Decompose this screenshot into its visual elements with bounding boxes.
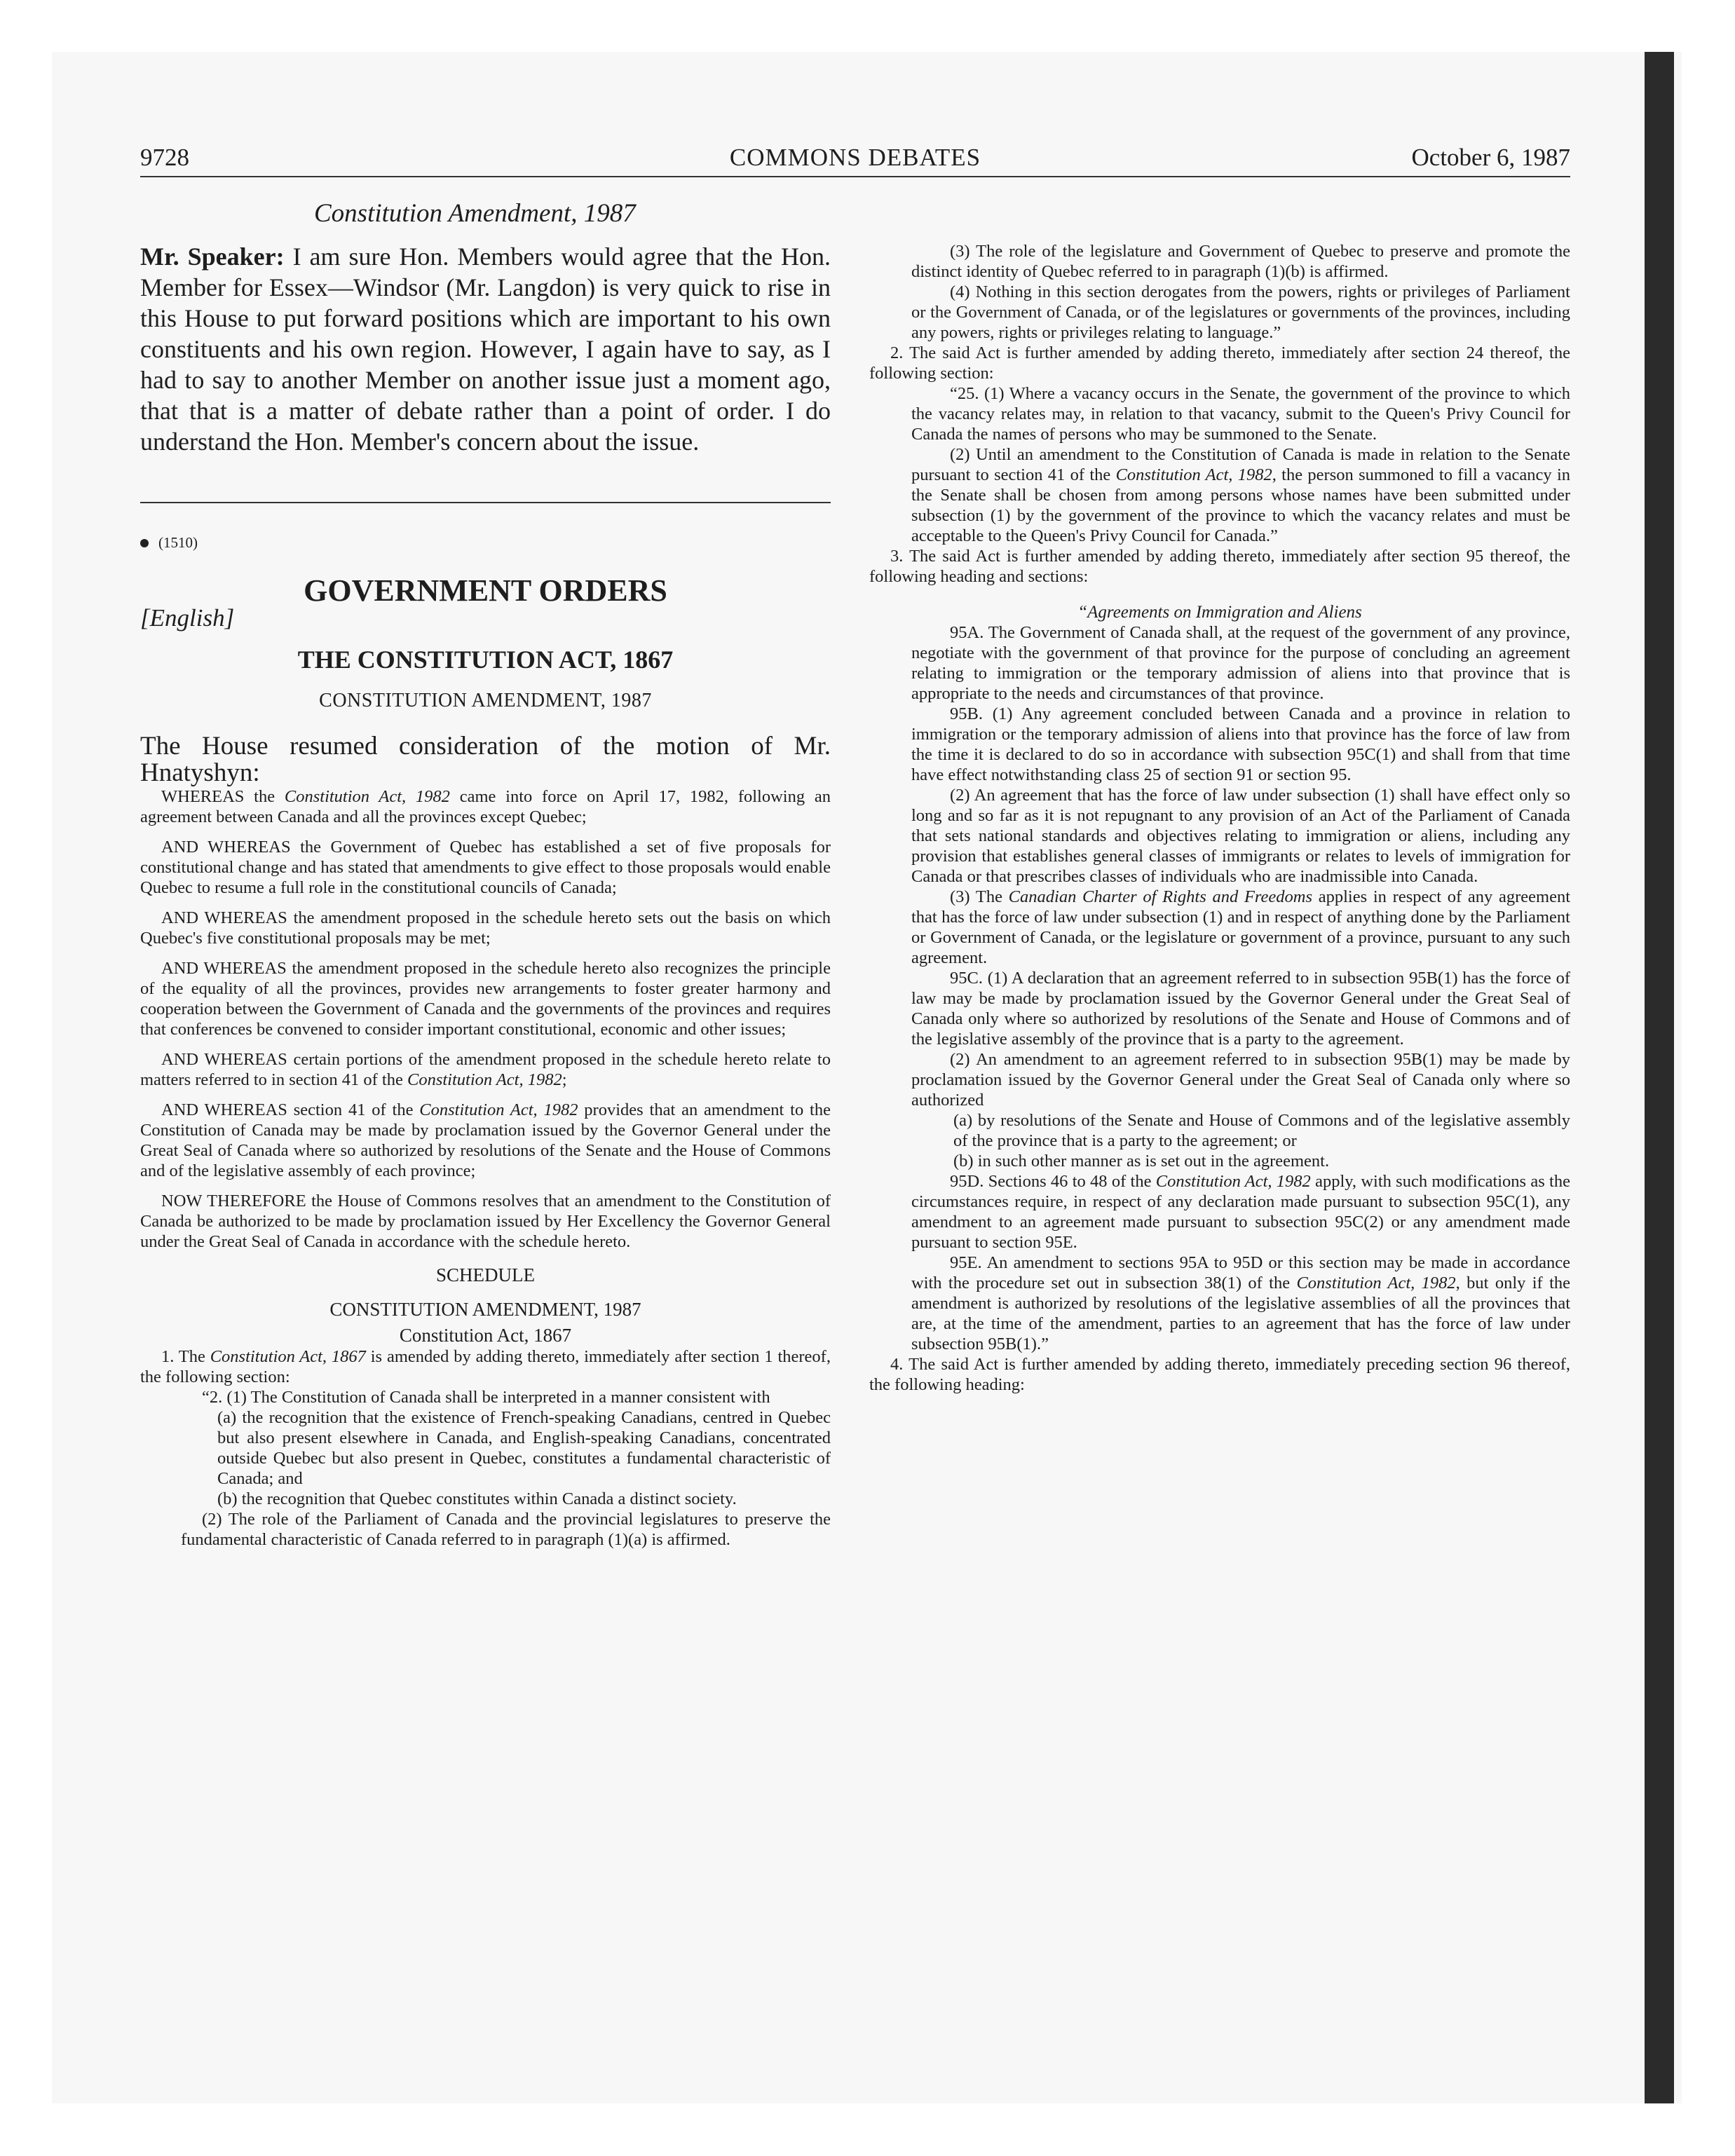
section-95d: 95D. Sections 46 to 48 of the Constitution Act, 1982 apply, with such modifications as the circumstances require, in respect of any declaration made pursuant to subsection 95C(1), any amendment to an agreement made pursuant to subsection 95C(2) or any amendment made pursuant to section 95E. [911,1172,1570,1252]
language-marker: [English] [140,604,235,632]
right-column [869,193,1570,1395]
section-25-1: “25. (1) Where a vacancy occurs in the Senate, the government of the province to which the vacancy relates may, in relation to that vacancy, submit to the Queen's Privy Council for Canada the names of persons who may be summoned to the Senate. [911,384,1570,444]
schedule-act: Constitution Act, 1867 [399,1325,572,1346]
subsection-3: (3) The role of the legislature and Government of Quebec to preserve and promote the distinct identity of Quebec referred to in paragraph (1)(b) is affirmed. [911,242,1570,281]
section-95b-3: (3) The Canadian Charter of Rights and Freedoms applies in respect of any agreement that has the force of law under subsection (1) and in respect of anything done by the Parliament or Government of Canada, or the legislature or government of a province, pursuant to any such agreement. [911,887,1571,967]
schedule-subheading: CONSTITUTION AMENDMENT, 1987 [329,1299,641,1320]
header-rule [140,176,1570,177]
page-header [140,144,1570,179]
whereas-2: AND WHEREAS the Government of Quebec has established a set of five proposals for constitutional change and has stated that amendments to give effect to those proposals would enable Quebec to resume a full role in the constitutional councils of Canada; [140,838,831,897]
publication-title: COMMONS DEBATES [729,144,981,171]
schedule-section-2: “2. (1) The Constitution of Canada shall be interpreted in a manner consistent with [202,1388,770,1407]
act-title: THE CONSTITUTION ACT, 1867 [297,646,674,674]
page-number: 9728 [140,144,189,171]
schedule-section-2-2: (2) The role of the Parliament of Canada and the provincial legislatures to preserve the fundamental characteristic of Canada referred to in paragraph (1)(a) is affirmed. [181,1510,831,1549]
amendment-2: 2. The said Act is further amended by adding thereto, immediately after section 24 thereof, the following section: [869,343,1570,383]
speaker-remarks [140,241,831,457]
whereas-3: AND WHEREAS the amendment proposed in the schedule hereto sets out the basis on which Quebec's five constitutional proposals may be met; [140,908,831,948]
section-95a: 95A. The Government of Canada shall, at the request of the government of any province, negotiate with the government of that province for the purpose of concluding an agreement relating to immigration or the temporary admission of aliens into that province that is appropriate to the needs and circumstances of that province. [911,623,1570,703]
amendment-3: 3. The said Act is further amended by adding thereto, immediately after section 95 thereof, the following heading and sections: [869,547,1570,586]
bullet-icon [140,539,149,547]
immigration-heading: “Agreements on Immigration and Aliens [1077,603,1362,622]
section-95e: 95E. An amendment to sections 95A to 95D or this section may be made in accordance with the procedure set out in subsection 38(1) of the Constitution Act, 1982, but only if the amendment is authorized by resolutions of the legislative assemblies of all the provinces that are, at the time of the amendment, parties to an agreement that has the force of law under subsection 95B(1).” [911,1253,1570,1353]
motion-text [140,786,831,1252]
amendment-title: CONSTITUTION AMENDMENT, 1987 [319,690,652,711]
section-95c-2a: (a) by resolutions of the Senate and House of Commons and of the legislative assembly of the province that is a party to the agreement; or [953,1111,1570,1150]
timestamp [140,534,831,552]
speaker-name: Mr. Speaker: [140,243,285,271]
resumed-statement: The House resumed consideration of the motion of Mr. Hnatyshyn: [140,732,831,787]
schedule-text [140,1346,831,1550]
schedule-section-2b: (b) the recognition that Quebec constitutes within Canada a distinct society. [217,1489,737,1508]
schedule-section-1: 1. The Constitution Act, 1867 is amended by adding thereto, immediately after section 1 thereof, the following section: [140,1347,831,1386]
resolution: NOW THEREFORE the House of Commons resolves that an amendment to the Constitution of Canada be authorized to be made by proclamation issued by Her Excellency the Governor General under the Great Seal of Canada in accordance with the schedule hereto. [140,1192,831,1251]
section-25-2: (2) Until an amendment to the Constitution of Canada is made in relation to the Senate pursuant to section 41 of the Constitution Act, 1982, the person summoned to fill a vacancy in the Senate shall be chosen from among persons whose names have been submitted under subsection (1) by the government of the province to which the vacancy relates and must be acceptable to the Queen's Privy Council for Canada.” [911,445,1570,545]
section-95c-1: 95C. (1) A declaration that an agreement referred to in subsection 95B(1) has the force of law may be made by proclamation issued by the Governor General under the Great Seal of Canada only where so authorized by resolutions of the Senate and House of Commons and of the legislative assembly of the province that is a party to the agreement. [911,969,1570,1049]
whereas-5: AND WHEREAS certain portions of the amendment proposed in the schedule hereto relate to matters referred to in section 41 of the Constitution Act, 1982; [140,1050,831,1089]
section-95c-2: (2) An amendment to an agreement referred to in subsection 95B(1) may be made by proclamation issued by the Governor General under the Great Seal of Canada only where so authorized [911,1050,1570,1110]
schedule-heading: SCHEDULE [436,1264,535,1285]
running-head: Constitution Amendment, 1987 [314,199,636,228]
section-95c-2b: (b) in such other manner as is set out in the agreement. [953,1152,1330,1171]
whereas-1: WHEREAS the Constitution Act, 1982 came into force on April 17, 1982, following an agreement between Canada and all the provinces except Quebec; [140,787,831,826]
scan-edge-bar [1645,52,1674,2103]
section-separator [140,502,831,503]
amendment-4: 4. The said Act is further amended by adding thereto, immediately preceding section 96 thereof, the following heading: [869,1355,1570,1394]
publication-date: October 6, 1987 [1411,144,1570,171]
section-95b-1: 95B. (1) Any agreement concluded between Canada and a province in relation to immigration or the temporary admission of aliens into that province has the force of law from the time it is declared to do so in accordance with subsection 95C(1) and shall from that time have effect notwithstanding class 25 of section 91 or section 95. [911,704,1570,784]
section-95b-2: (2) An agreement that has the force of law under subsection (1) shall have effect only so long and so far as it is not repugnant to any provision of an Act of the Parliament of Canada that sets national standards and objectives relating to immigration or aliens, including any provision that establishes general classes of immigrants or relates to levels of immigration for Canada or that prescribes classes of individuals who are inadmissible into Canada. [911,786,1570,886]
left-column [140,193,831,1550]
schedule-section-2a: (a) the recognition that the existence of French-speaking Canadians, centred in Quebec but also present elsewhere in Canada, and English-speaking Canadians, concentrated outside Quebec but also present in Quebec, constitutes a fundamental characteristic of Canada; and [217,1408,831,1488]
subsection-4: (4) Nothing in this section derogates from the powers, rights or privileges of Parliament or the Government of Canada, or of the legislatures or governments of the provinces, including any powers, rights or privileges relating to language.” [911,282,1570,342]
whereas-6: AND WHEREAS section 41 of the Constitution Act, 1982 provides that an amendment to the Constitution of Canada may be made by proclamation issued by the Governor General under the Great Seal of Canada where so authorized by resolutions of the Senate and the House of Commons and of the legislative assembly of each province; [140,1100,831,1180]
section-title: GOVERNMENT ORDERS [304,573,667,608]
speech-text: I am sure Hon. Members would agree that the Hon. Member for Essex—Windsor (Mr. Langdon) is very quick to rise in this House to put forward positions which are important to his own constituents and his own region. However, I again have to say, as I had to say to another Member on another issue just a moment ago, that that is a matter of debate rather than a point of order. I do understand the Hon. Member's concern about the issue. [140,243,831,456]
whereas-4: AND WHEREAS the amendment proposed in the schedule hereto also recognizes the principle of the equality of all the provinces, provides new arrangements to foster greater harmony and cooperation between the Government of Canada and the governments of the provinces and requires that conferences be convened to consider important constitutional, economic and other issues; [140,959,831,1039]
timestamp-text: (1510) [158,534,198,551]
